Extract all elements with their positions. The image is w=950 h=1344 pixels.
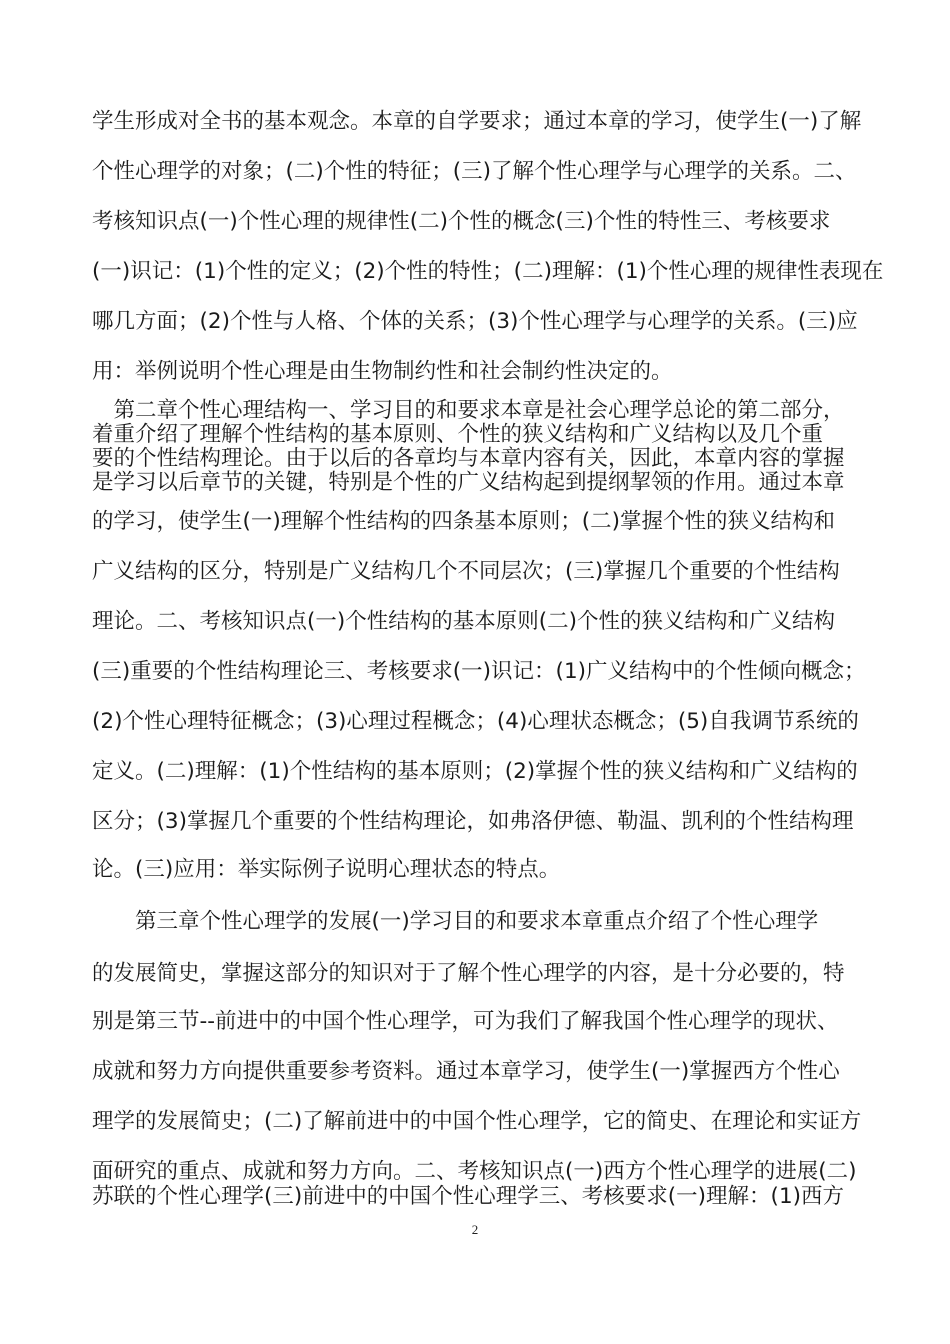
text-line: 个性心理学的对象；(二)个性的特征；(三)了解个性心理学与心理学的关系。二、 — [92, 159, 857, 184]
text-line: 用：举例说明个性心理是由生物制约性和社会制约性决定的。 — [92, 359, 673, 384]
text-line: 区分；(3)掌握几个重要的个性结构理论，如弗洛伊德、勒温、凯利的个性结构理 — [92, 809, 854, 834]
text-line: 是学习以后章节的关键，特别是个性的广义结构起到提纲挈领的作用。通过本章 — [92, 470, 845, 495]
page-number: 2 — [471, 1222, 479, 1237]
text-line: 理学的发展简史；(二)了解前进中的中国个性心理学，它的简史、在理论和实证方 — [92, 1109, 862, 1134]
text-line: 哪几方面；(2)个性与人格、个体的关系；(3)个性心理学与心理学的关系。(三)应 — [92, 309, 858, 334]
text-line: 论。(三)应用：举实际例子说明心理状态的特点。 — [92, 857, 561, 882]
text-line: (三)重要的个性结构理论三、考核要求(一)识记：(1)广义结构中的个性倾向概念； — [92, 659, 866, 684]
text-line: 着重介绍了理解个性结构的基本原则、个性的狭义结构和广义结构以及几个重 — [92, 422, 824, 447]
text-line: (一)识记：(1)个性的定义；(2)个性的特性；(二)理解：(1)个性心理的规律性表现在 — [92, 259, 884, 284]
text-line: 学生形成对全书的基本观念。本章的自学要求；通过本章的学习，使学生(一)了解 — [92, 109, 862, 134]
text-line: 第二章个性心理结构一、学习目的和要求本章是社会心理学总论的第二部分， — [92, 398, 845, 423]
text-line: 的学习，使学生(一)理解个性结构的四条基本原则；(二)掌握个性的狭义结构和 — [92, 509, 836, 534]
text-line: 广义结构的区分，特别是广义结构几个不同层次；(三)掌握几个重要的个性结构 — [92, 559, 840, 584]
text-line: 别是第三节--前进中的中国个性心理学，可为我们了解我国个性心理学的现状、 — [92, 1009, 839, 1034]
text-line: 要的个性结构理论。由于以后的各章均与本章内容有关，因此，本章内容的掌握 — [92, 446, 845, 471]
text-line: 成就和努力方向提供重要参考资料。通过本章学习，使学生(一)掌握西方个性心 — [92, 1059, 840, 1084]
text-line: 理论。二、考核知识点(一)个性结构的基本原则(二)个性的狭义结构和广义结构 — [92, 609, 836, 634]
text-line: (2)个性心理特征概念；(3)心理过程概念；(4)心理状态概念；(5)自我调节系统的 — [92, 709, 859, 734]
text-line: 苏联的个性心理学(三)前进中的中国个性心理学三、考核要求(一)理解：(1)西方 — [92, 1184, 845, 1209]
text-line: 面研究的重点、成就和努力方向。二、考核知识点(一)西方个性心理学的进展(二) — [92, 1159, 857, 1184]
text-line: 第三章个性心理学的发展(一)学习目的和要求本章重点介绍了个性心理学 — [92, 909, 819, 934]
text-line: 的发展简史，掌握这部分的知识对于了解个性心理学的内容，是十分必要的，特 — [92, 961, 845, 986]
text-line: 考核知识点(一)个性心理的规律性(二)个性的概念(三)个性的特性三、考核要求 — [92, 209, 831, 234]
text-line: 定义。(二)理解：(1)个性结构的基本原则；(2)掌握个性的狭义结构和广义结构的 — [92, 759, 858, 784]
